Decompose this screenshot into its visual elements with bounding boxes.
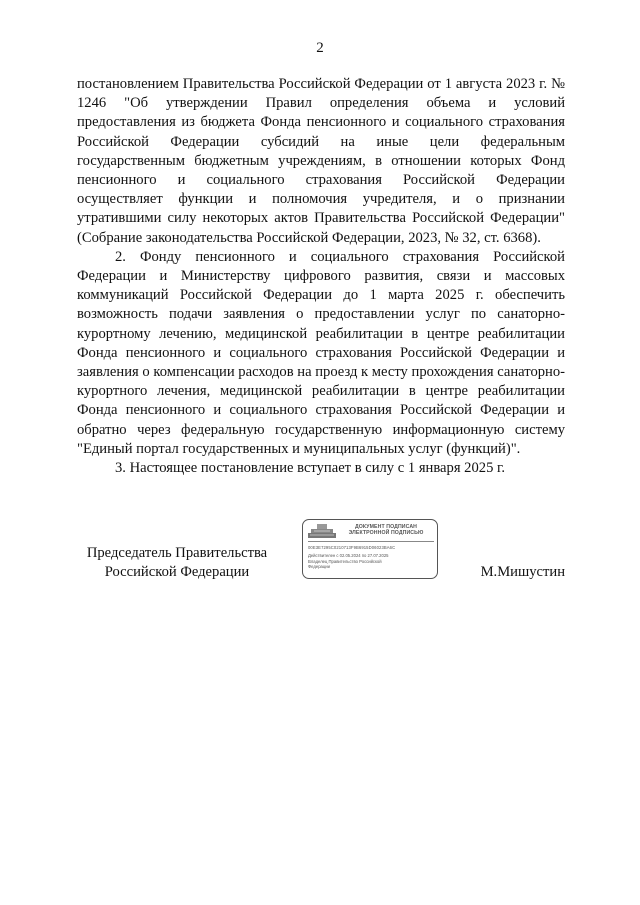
stamp-caption-line1: ДОКУМЕНТ ПОДПИСАН bbox=[354, 524, 418, 530]
signatory-title-line2: Российской Федерации bbox=[104, 564, 250, 581]
stamp-certificate: 00E3E7295C0210713F9B6915D06023BA6C bbox=[308, 545, 396, 550]
signatory-name: М.Мишустин bbox=[480, 564, 565, 580]
paragraph-item-2: 2. Фонду пенсионного и социального страхования Российской Федерации и Министерству цифрового развития, связи и массовых коммуникаций Российской Федерации до 1 марта 2025 г. обеспечить возможность подачи заявления о предоставлении услуг по санаторно-курортному лечению, медицинской реабилитации в центре реабилитации Фонда пенсионного и социального страхования Российской Федерации и заявления о компенсации расходов на проезд к месту прохождения санаторно-курортного лечения, медицинской реабилитации в центре реабилитации Фонда пенсионного и социального страхования Российской Федерации и обратно через федеральную государственную информационную систему "Единый портал государственных и муниципальных услуг (функций)". bbox=[77, 248, 565, 457]
electronic-signature-stamp bbox=[302, 519, 438, 579]
signatory-title-line1: Председатель Правительства bbox=[86, 545, 268, 561]
stamp-caption bbox=[337, 524, 435, 537]
paragraph-item-3: 3. Настоящее постановление вступает в силу с 1 января 2025 г. bbox=[115, 460, 505, 477]
page-number: 2 bbox=[316, 40, 324, 56]
stamp-owner-line1: Владелец Правительство Российской bbox=[308, 558, 382, 564]
stamp-divider bbox=[308, 541, 434, 542]
stamp-caption-line2: ЭЛЕКТРОННОЙ ПОДПИСЬЮ bbox=[348, 530, 424, 537]
signatory-title bbox=[77, 544, 277, 582]
document-body bbox=[77, 75, 565, 478]
stamp-owner-line2: Федерации bbox=[308, 564, 330, 570]
stamp-meta bbox=[308, 553, 436, 570]
emblem-icon bbox=[307, 523, 337, 539]
paragraph-continuation: постановлением Правительства Российской Федерации от 1 августа 2023 г. № 1246 "Об утверждении Правил определения объема и условий предоставления из бюджета Фонда пенсионного и социального страхования Российской Федерации субсидий на иные цели федеральным государственным бюджетным учреждениям, в отношении которых Фонд пенсионного и социального страхования Российской Федерации осуществляет функции и полномочия учредителя, и о признании утратившими силу некоторых актов Правительства Российской Федерации" (Собрание законодательства Российской Федерации, 2023, № 32, ст. 6368). bbox=[77, 76, 565, 246]
stamp-validity: Действителен с 02.05.2024 по 27.07.2025 bbox=[308, 553, 389, 558]
